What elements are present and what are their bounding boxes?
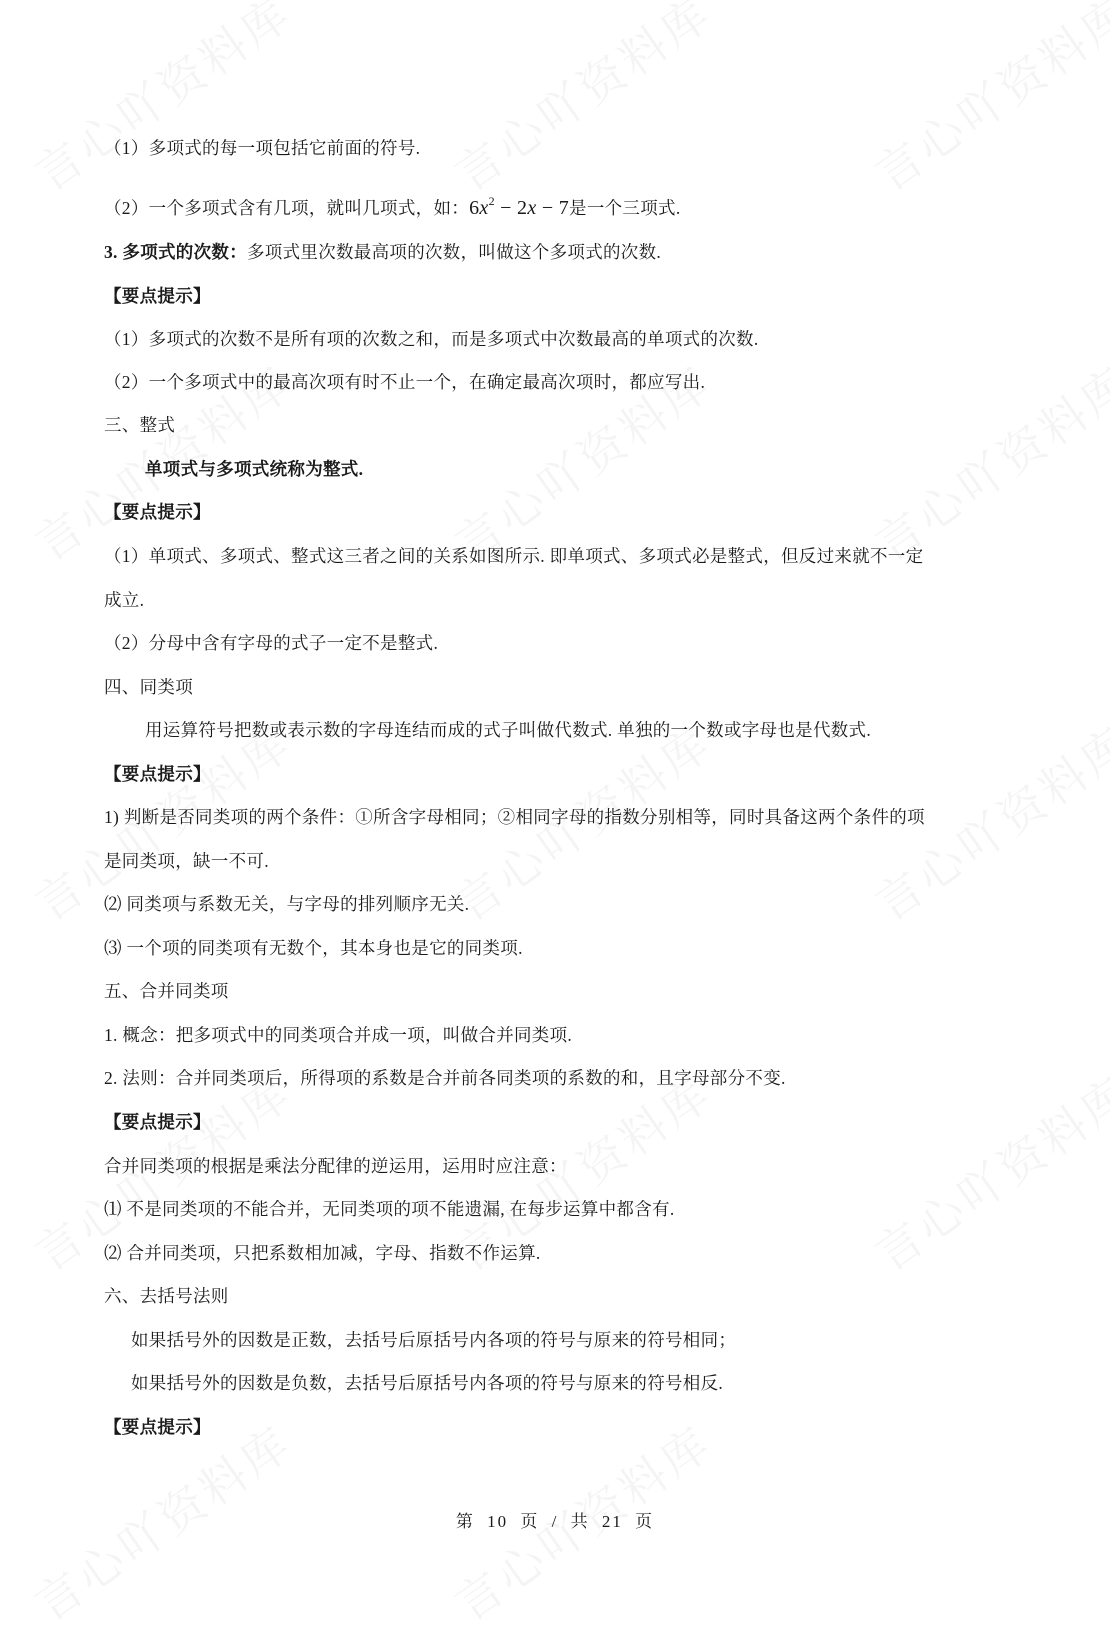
section-heading: 五、合并同类项 (104, 981, 229, 1001)
paragraph-text: 是一个三项式. (569, 198, 681, 218)
key-points-heading: 【要点提示】 (104, 1112, 211, 1132)
page-number-footer: 第 10 页 / 共 21 页 (455, 1512, 655, 1531)
paragraph: （2）一个多项式中的最高次项有时不止一个，在确定最高次项时，都应写出. (104, 372, 706, 392)
paragraph: 1) 判断是否同类项的两个条件：①所含字母相同；②相同字母的指数分别相等，同时具备这两个条件的项 (104, 807, 925, 827)
paragraph: 合并同类项的根据是乘法分配律的逆运用，运用时应注意： (104, 1156, 567, 1176)
definition-term: 3. 多项式的次数： (104, 242, 247, 262)
definition-text: 多项式里次数最高项的次数，叫做这个多项式的次数. (247, 242, 662, 262)
key-points-heading: 【要点提示】 (104, 286, 211, 306)
paragraph: （1）多项式的次数不是所有项的次数之和，而是多项式中次数最高的单项式的次数. (104, 329, 759, 349)
paragraph-text: （2）一个多项式含有几项，就叫几项式，如： (104, 198, 470, 218)
definition-integral-expression: 单项式与多项式统称为整式. (145, 459, 364, 479)
paragraph: （2）分母中含有字母的式子一定不是整式. (104, 633, 439, 653)
paragraph: 1. 概念：把多项式中的同类项合并成一项，叫做合并同类项. (104, 1025, 573, 1045)
section-heading: 四、同类项 (104, 677, 193, 697)
paragraph: 如果括号外的因数是正数，去括号后原括号内各项的符号与原来的符号相同； (131, 1330, 737, 1350)
paragraph: （1）多项式的每一项包括它前面的符号. (104, 138, 421, 158)
paragraph: （1）单项式、多项式、整式这三者之间的关系如图所示. 即单项式、多项式必是整式，但反过来就不一定 (104, 546, 924, 566)
paragraph: ⑵ 同类项与系数无关，与字母的排列顺序无关. (104, 894, 470, 914)
paragraph: ⑵ 合并同类项，只把系数相加减，字母、指数不作运算. (104, 1243, 541, 1263)
paragraph: 2. 法则：合并同类项后，所得项的系数是合并前各同类项的系数的和，且字母部分不变. (104, 1068, 786, 1088)
paragraph: 如果括号外的因数是负数，去括号后原括号内各项的符号与原来的符号相反. (131, 1373, 724, 1393)
key-points-heading: 【要点提示】 (104, 502, 211, 522)
paragraph: ⑴ 不是同类项的不能合并，无同类项的项不能遗漏, 在每步运算中都含有. (104, 1199, 675, 1219)
paragraph-with-formula (104, 189, 681, 220)
paragraph: 用运算符号把数或表示数的字母连结而成的式子叫做代数式. 单独的一个数或字母也是代数式. (145, 720, 872, 740)
paragraph-continuation: 是同类项，缺一不可. (104, 851, 269, 871)
section-heading: 三、整式 (104, 415, 176, 435)
section-heading: 六、去括号法则 (104, 1286, 229, 1306)
key-points-heading: 【要点提示】 (104, 1417, 211, 1437)
paragraph: ⑶ 一个项的同类项有无数个，其本身也是它的同类项. (104, 938, 523, 958)
paragraph-continuation: 成立. (104, 590, 145, 610)
definition-polynomial-degree (104, 240, 661, 264)
key-points-heading: 【要点提示】 (104, 764, 211, 784)
polynomial-formula: $6x^2 - 2x - 7$ (469, 194, 570, 219)
